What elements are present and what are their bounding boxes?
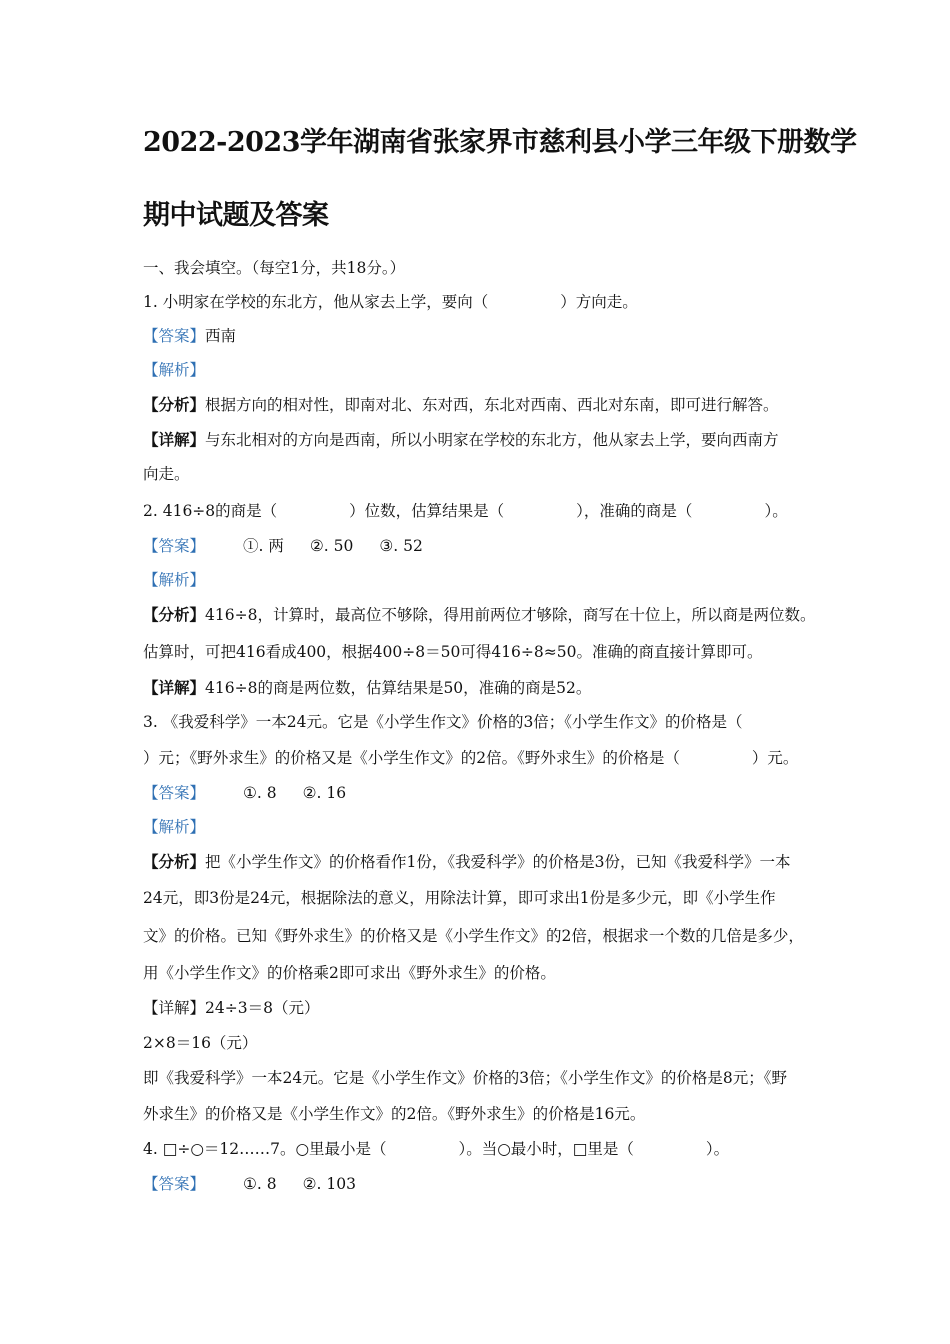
q4-stem-a: 4. □÷○＝12……7。○里最小是（: [143, 1140, 387, 1158]
doc-title-line1: 2022-2023学年湖南省张家界市慈利县小学三年级下册数学: [143, 127, 857, 158]
q3-analysis-cont-1: 24元，即3份是24元，根据除法的意义，用除法计算，即可求出1份是多少元，即《小学生作: [143, 889, 776, 907]
question-1-analysis: [143, 393, 833, 417]
q3-analysis-text: 把《小学生作文》的价格看作1份，《我爱科学》的价格是3份，已知《我爱科学》一本: [205, 853, 791, 871]
question-2-stem: [143, 499, 833, 523]
q3-analysis-cont-2: 文》的价格。已知《野外求生》的价格又是《小学生作文》的2倍，根据求一个数的几倍是多少，: [143, 927, 804, 945]
detail-label: 【详解】: [143, 430, 206, 449]
q1-answer: 西南: [205, 327, 237, 345]
section-heading: 一、我会填空。（每空1分，共18分。）: [143, 259, 406, 277]
analysis-label: 【分析】: [143, 605, 206, 624]
answer-label: 【答案】: [143, 784, 206, 802]
q2-detail-text: 416÷8的商是两位数，估算结果是50，准确的商是52。: [205, 679, 592, 697]
q1-detail-cont: 向走。: [143, 465, 190, 483]
q2-analysis-cont: 估算时，可把416看成400，根据400÷8＝50可得416÷8≈50。准确的商直接计算即可。: [143, 643, 763, 661]
jiexi-label: 【解析】: [143, 818, 206, 836]
jiexi-label: 【解析】: [143, 361, 206, 379]
q4-answer-2: ②. 103: [302, 1175, 356, 1193]
q1-detail-text: 与东北相对的方向是西南，所以小明家在学校的东北方，他从家去上学，要向西南方: [205, 431, 779, 449]
q3-detail-line3: 即《我爱科学》一本24元。它是《小学生作文》价格的3倍；《小学生作文》的价格是8元；《野: [143, 1069, 787, 1087]
q2-stem-c: ），准确的商是（: [576, 502, 693, 520]
q2-stem-a: 2. 416÷8的商是（: [143, 502, 278, 520]
q1-analysis-text: 根据方向的相对性，即南对北、东对西，东北对西南、西北对东南，即可进行解答。: [205, 396, 779, 414]
q1-stem-b: ）方向走。: [560, 293, 638, 311]
q3-stem-2b: ）元。: [751, 749, 799, 767]
detail-label: 【详解】: [143, 678, 206, 697]
analysis-label: 【分析】: [143, 852, 206, 871]
q2-stem-b: ）位数，估算结果是（: [349, 502, 505, 520]
q3-detail-line2: 2×8＝16（元）: [143, 1034, 258, 1052]
question-1-stem: [143, 290, 833, 314]
question-3-stem: 3. 《我爱科学》一本24元。它是《小学生作文》价格的3倍；《小学生作文》的价格是（: [143, 713, 743, 731]
q3-analysis-cont-3: 用《小学生作文》的价格乘2即可求出《野外求生》的价格。: [143, 964, 556, 982]
q4-stem-c: ）。: [705, 1140, 730, 1158]
question-4-stem: [143, 1137, 833, 1161]
q3-stem-cont: [143, 746, 833, 770]
q2-analysis-text: 416÷8，计算时，最高位不够除，得用前两位才够除，商写在十位上，所以商是两位数。: [205, 606, 816, 624]
question-4-answer: [143, 1172, 833, 1196]
question-3-analysis: [143, 850, 833, 874]
question-2-analysis: [143, 603, 833, 627]
q2-answer-2: ②. 50: [309, 537, 354, 555]
q1-stem-a: 1. 小明家在学校的东北方，他从家去上学，要向（: [143, 293, 489, 311]
question-3-answer: [143, 781, 833, 805]
q2-answer-3: ③. 52: [379, 537, 423, 555]
q3-stem-2a: ）元；《野外求生》的价格又是《小学生作文》的2倍。《野外求生》的价格是（: [143, 749, 680, 767]
q2-stem-d: ）。: [764, 502, 788, 520]
q3-answer-2: ②. 16: [302, 784, 347, 802]
q3-answer-1: ①. 8: [243, 784, 277, 802]
answer-label: 【答案】: [143, 1175, 206, 1193]
q2-answer-1: ①. 两: [243, 537, 284, 555]
q3-detail-text: 24÷3＝8（元）: [205, 999, 320, 1017]
analysis-label: 【分析】: [143, 395, 206, 414]
detail-label: 【详解】: [143, 999, 206, 1017]
answer-label: 【答案】: [143, 537, 206, 555]
doc-title-line2: 期中试题及答案: [143, 200, 329, 231]
q3-detail-line4: 外求生》的价格又是《小学生作文》的2倍。《野外求生》的价格是16元。: [143, 1105, 646, 1123]
q4-stem-b: ）。当○最小时，□里是（: [458, 1140, 634, 1158]
question-1-detail: [143, 428, 833, 452]
question-2-detail: [143, 676, 833, 700]
answer-label: 【答案】: [143, 327, 206, 345]
question-3-detail: [143, 996, 833, 1020]
q4-answer-1: ①. 8: [243, 1175, 277, 1193]
question-2-answer: [143, 534, 833, 558]
question-1-answer: [143, 324, 833, 348]
jiexi-label: 【解析】: [143, 571, 206, 589]
